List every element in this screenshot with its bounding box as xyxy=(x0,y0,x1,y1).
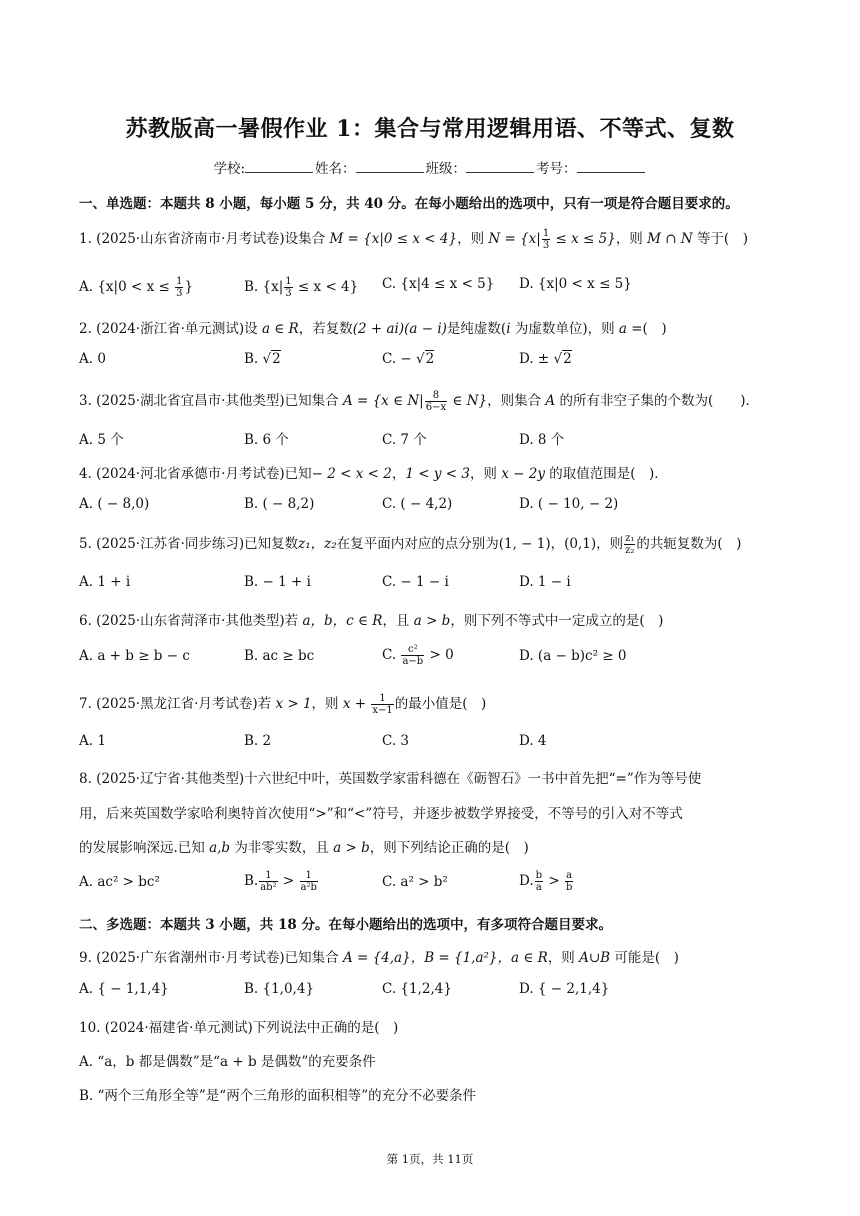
class-blank[interactable] xyxy=(466,160,534,173)
question-1-options xyxy=(79,276,779,298)
question-8-options xyxy=(79,870,779,896)
q6-option-d[interactable]: D. (a − b)c² ≥ 0 xyxy=(519,648,627,664)
q9-option-a[interactable]: A. { − 1,1,4} xyxy=(79,981,169,997)
q1-text: 1. (2025·山东省济南市·月考试卷)设集合 xyxy=(79,231,330,247)
q1-math-n: N = {x| xyxy=(488,231,541,247)
question-4-options xyxy=(79,496,779,518)
q2-option-b[interactable]: B. √2 xyxy=(244,351,281,367)
question-3-options xyxy=(79,428,779,450)
q1-option-d[interactable]: D. {x|0 < x ≤ 5} xyxy=(519,276,632,292)
q3-option-c[interactable]: C. 7 个 xyxy=(382,432,427,448)
q5-option-a[interactable]: A. 1 + i xyxy=(79,574,131,590)
question-5-options xyxy=(79,574,779,596)
q3-option-a[interactable]: A. 5 个 xyxy=(79,432,124,448)
page-title: 苏教版高一暑假作业 1：集合与常用逻辑用语、不等式、复数 xyxy=(125,116,735,142)
question-8-line-3: 的发展影响深远.已知 a,b 为非零实数，且 a > b，则下列结论正确的是( ) xyxy=(79,840,529,856)
question-6-options xyxy=(79,644,779,670)
q1-fraction: $\frac{1}{3}$ xyxy=(542,228,550,251)
q8-option-b[interactable]: B. $\frac{1}{\text{ab²}}$ > $\frac{1}{\text{a²b}}$ xyxy=(244,870,317,893)
q7-option-d[interactable]: D. 4 xyxy=(519,733,547,749)
q2-option-a[interactable]: A. 0 xyxy=(79,351,106,367)
q8-option-a[interactable]: A. ac² > bc² xyxy=(79,874,160,890)
question-7-options xyxy=(79,733,779,755)
q5-option-b[interactable]: B. − 1 + i xyxy=(244,574,311,590)
q9-option-d[interactable]: D. { − 2,1,4} xyxy=(519,981,610,997)
q1-math-m: M = {x|0 ≤ x < 4} xyxy=(329,231,458,247)
q3-option-b[interactable]: B. 6 个 xyxy=(244,432,289,448)
q1-text-mid2: ，则 xyxy=(615,231,648,247)
question-6: 6. (2025·山东省菏泽市·其他类型)若 a，b，c ∈ R，且 a > b，则下列不等式中一定成立的是( ) xyxy=(79,613,664,629)
q9-option-c[interactable]: C. {1,2,4} xyxy=(382,981,452,997)
question-2-options xyxy=(79,351,779,373)
class-label: 班级： xyxy=(425,161,467,177)
q1-text-end: 等于( ) xyxy=(692,231,748,247)
q4-option-c[interactable]: C. ( − 4,2) xyxy=(382,496,453,512)
name-label: 姓名： xyxy=(315,161,356,177)
q1-math-n-end: ≤ x ≤ 5} xyxy=(551,231,616,247)
q3-option-d[interactable]: D. 8 个 xyxy=(519,432,565,448)
q2-option-d[interactable]: D. ± √2 xyxy=(519,351,572,367)
q6-option-c[interactable]: C. $\frac{\text{c²}}{a-b}$ > 0 xyxy=(382,644,454,667)
q4-option-b[interactable]: B. ( − 8,2) xyxy=(244,496,315,512)
exam-no-label: 考号： xyxy=(536,161,577,177)
q4-option-a[interactable]: A. ( − 8,0) xyxy=(79,496,150,512)
q1-option-a[interactable]: A. {x|0 < x ≤ $\frac{1}{3}$ } xyxy=(79,276,194,299)
q1-option-c[interactable]: C. {x|4 ≤ x < 5} xyxy=(382,276,495,292)
q8-option-c[interactable]: C. a² > b² xyxy=(382,874,448,890)
question-8-line-2: 用，后来英国数学家哈利奥特首次使用“>”和“<”符号，并逐步被数学界接受，不等号的引入对不等式 xyxy=(79,806,683,822)
school-label: 学校: xyxy=(213,161,246,177)
question-5: 5. (2025·江苏省·同步练习)已知复数z₁，z₂在复平面内对应的点分别为(1, − 1)，(0,1)，则 $\frac{\text{z₁}}{\text{z₂}}$ 的共轭复数为( ) xyxy=(79,533,742,556)
q5-option-c[interactable]: C. − 1 − i xyxy=(382,574,449,590)
q9-option-b[interactable]: B. {1,0,4} xyxy=(244,981,315,997)
question-10: 10. (2024·福建省·单元测试)下列说法中正确的是( ) xyxy=(79,1020,399,1036)
q5-option-d[interactable]: D. 1 − i xyxy=(519,574,571,590)
student-info-line xyxy=(0,157,860,177)
question-3: 3. (2025·湖北省宜昌市·其他类型)已知集合 A = {x ∈ N| $\frac{8}{6-x}$ ∈ N}，则集合 A 的所有非空子集的个数为( )． xyxy=(79,390,759,413)
school-blank[interactable] xyxy=(245,160,313,173)
question-9: 9. (2025·广东省潮州市·月考试卷)已知集合 A = {4,a}，B = {1,a²}，a ∈ R，则 A∪B 可能是( ) xyxy=(79,950,679,966)
question-9-options xyxy=(79,981,779,1003)
q4-option-d[interactable]: D. ( − 10, − 2) xyxy=(519,496,619,512)
q6-option-b[interactable]: B. ac ≥ bc xyxy=(244,648,315,664)
q2-option-c[interactable]: C. − √2 xyxy=(382,351,435,367)
question-8-line-1: 8. (2025·辽宁省·其他类型)十六世纪中叶，英国数学家雷科德在《砺智石》一书中首先把“=”作为等号使 xyxy=(79,771,702,787)
section-heading-multiple-choice: 二、多选题：本题共 3 小题，共 18 分。在每小题给出的选项中，有多项符合题目要求。 xyxy=(79,917,612,933)
section-heading-single-choice: 一、单选题：本题共 8 小题，每小题 5 分，共 40 分。在每小题给出的选项中，只有一项是符合题目要求的。 xyxy=(79,196,739,212)
q10-option-b[interactable]: B. “两个三角形全等”是“两个三角形的面积相等”的充分不必要条件 xyxy=(79,1088,477,1104)
q1-math-intersection: M ∩ N xyxy=(647,231,693,247)
exam-no-blank[interactable] xyxy=(577,160,645,173)
q7-option-c[interactable]: C. 3 xyxy=(382,733,410,749)
q7-option-b[interactable]: B. 2 xyxy=(244,733,272,749)
question-2: 2. (2024·浙江省·单元测试)设 a ∈ R，若复数(2 + ai)(a − i)是纯虚数(i 为虚数单位)，则 a =( ) xyxy=(79,321,667,337)
question-4: 4. (2024·河北省承德市·月考试卷)已知− 2 < x < 2，1 < y < 3，则 x − 2y 的取值范围是( )． xyxy=(79,466,668,482)
q1-option-b[interactable]: B. {x| $\frac{1}{3}$ ≤ x < 4} xyxy=(244,276,359,299)
q10-option-a[interactable]: A. “a，b 都是偶数”是“a + b 是偶数”的充要条件 xyxy=(79,1054,376,1070)
question-7: 7. (2025·黑龙江省·月考试卷)若 x > 1，则 x + $\frac{1}{x-1}$ 的最小值是( ) xyxy=(79,693,487,716)
q6-option-a[interactable]: A. a + b ≥ b − c xyxy=(79,648,190,664)
page-footer: 第 1页，共 11页 xyxy=(386,1152,474,1166)
q1-text-mid: ，则 xyxy=(457,231,489,247)
question-1 xyxy=(79,227,748,251)
name-blank[interactable] xyxy=(356,160,424,173)
q7-option-a[interactable]: A. 1 xyxy=(79,733,106,749)
q8-option-d[interactable]: D. $\frac{b}{a}$ > $\frac{a}{b}$ xyxy=(519,870,573,893)
